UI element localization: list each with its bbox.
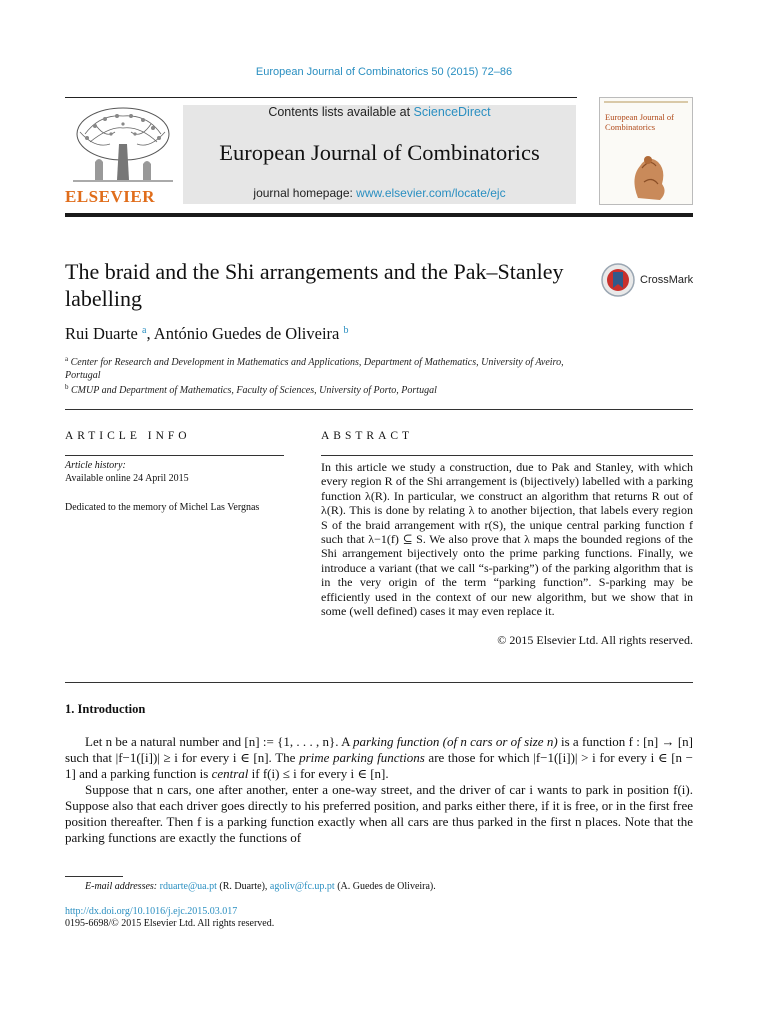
author-affil-mark[interactable]: a (141, 325, 147, 336)
issn-copyright: 0195-6698/© 2015 Elsevier Ltd. All rights reserved. (65, 918, 275, 929)
article-history-value: Available online 24 April 2015 (65, 473, 189, 484)
dedication: Dedicated to the memory of Michel Las Vergnas (65, 502, 260, 513)
author-name[interactable]: Rui Duarte (65, 324, 138, 343)
article-info-rule (65, 455, 284, 456)
abstract-copyright: © 2015 Elsevier Ltd. All rights reserved. (497, 633, 693, 647)
email-footnote: E-mail addresses: rduarte@ua.pt (R. Duarte), agoliv@fc.up.pt (A. Guedes de Oliveira). (85, 881, 436, 892)
crossmark-label[interactable]: CrossMark (640, 274, 694, 286)
affiliation-rule (65, 409, 693, 410)
journal-title: European Journal of Combinatorics (219, 140, 540, 165)
contents-available-line: Contents lists available at ScienceDirect (268, 105, 491, 119)
section-title: 1. Introduction (65, 702, 146, 716)
elsevier-wordmark: ELSEVIER (65, 187, 155, 206)
author-list: Rui Duarte $^a$, António Guedes de Oliveira $^b$ (65, 324, 349, 343)
cover-title: European Journal of Combinatorics (605, 112, 674, 132)
article-info-heading: ARTICLE INFO (65, 430, 191, 442)
affiliation-b: $^b$ CMUP and Department of Mathematics, Faculty of Sciences, University of Porto, Portugal (65, 383, 437, 396)
abstract-rule (321, 455, 693, 456)
abstract-bottom-rule (65, 682, 693, 683)
email-link[interactable]: rduarte@ua.pt (159, 881, 217, 892)
journal-citation[interactable]: European Journal of Combinatorics 50 (2015) 72–86 (255, 66, 513, 78)
article-title: The braid and the Shi arrangements and the Pak–Stanley labelling (65, 259, 564, 311)
footnote-rule (65, 876, 123, 877)
affiliation-a: $^a$ Center for Research and Development in Mathematics and Applications, Department of Mathematics, University of Aveiro, Portugal (65, 355, 564, 381)
journal-homepage-link[interactable]: www.elsevier.com/locate/ejc (356, 186, 506, 200)
header-top-rule (65, 97, 577, 98)
journal-homepage-line: journal homepage: www.elsevier.com/locate/ejc (253, 186, 506, 200)
abstract-heading: ABSTRACT (321, 430, 414, 442)
doi-link[interactable]: http://dx.doi.org/10.1016/j.ejc.2015.03.017 (65, 906, 238, 917)
author-name[interactable]: António Guedes de Oliveira (153, 324, 340, 343)
author-affil-mark[interactable]: b (343, 325, 349, 336)
header-bottom-rule (65, 213, 693, 217)
email-link[interactable]: agoliv@fc.up.pt (269, 881, 335, 892)
article-history-label: Article history: (65, 460, 126, 471)
paragraph: Suppose that n cars, one after another, enter a one-way street, and the driver of car i wants to park in position f(i). Suppose also that each driver goes directly to his preferred position, and parks either there, if it is free, or in the first free position thereafter. Then f is a parking function exactly when all cars are thus parked in the first n places. Note that the parking functions are exactly the functions of (65, 782, 693, 845)
abstract-text: In this article we study a construction, due to Pak and Stanley, with which every region R of the Shi arrangement is (bijectively) labelled with a parking function λ(R). In particular, we construct an algorithm that returns R out of λ(R). This is done by relating λ to another bijection, that labels every region S of the braid arrangement with r(S), the unique central parking function f such that λ−1(f) ⊆ S. We also prove that λ maps the bounded regions of the Shi arrangement bijectively onto the prime parking functions. Finally, we introduce a variant (that we call “s-parking”) of the parking algorithm that is in the very origin of the term “parking function”. S-parking may be efficiently used in the context of our new algorithm, but we show that in some (well defined) cases it may even replace it. (321, 460, 693, 619)
sciencedirect-link[interactable]: ScienceDirect (413, 105, 491, 119)
body-text (65, 734, 693, 846)
paragraph: Let n be a natural number and [n] := {1, . . . , n}. A parking function (of n cars or of size n) is a function f : [n] → [n] such that |f−1([i])| ≥ i for every i ∈ [n]. The prime parking functions are those for which |f−1([i])| > i for every i ∈ [n − 1] and a parking function is central if f(i) ≤ i for every i ∈ [n]. (65, 734, 694, 781)
